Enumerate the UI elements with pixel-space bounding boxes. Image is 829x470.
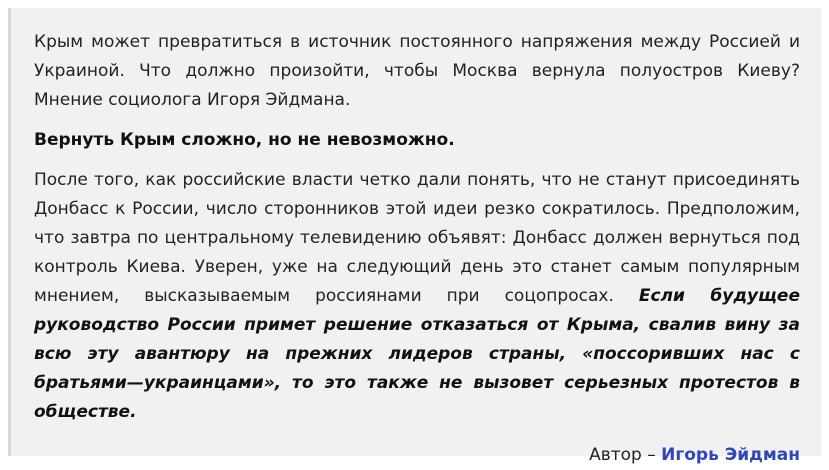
author-credit	[34, 441, 800, 470]
intro-paragraph: Крым может превратиться в источник постоянного напряжения между Россией и Украиной. Что должно произойти, чтобы Москва вернула полуостров Киеву? Мнение социолога Игоря Эйдмана.	[34, 32, 800, 110]
body-paragraph	[34, 166, 800, 427]
section-heading: Вернуть Крым сложно, но не невозможно.	[34, 130, 455, 150]
body-plain-text: После того, как российские власти четко дали понять, что не станут присоединять Донбасс к России, число сторонников этой идеи резко сократилось. Предположим, что завтра по центральному телевидению объявят: Донбасс должен вернуться под контроль Киева. Уверен, уже на следующий день это станет самым популярным мнением, высказываемым россиянами при соцопросах.	[34, 170, 800, 306]
author-prefix: Автор –	[589, 445, 662, 465]
quote-block	[8, 8, 821, 465]
body-emphasis-text: Если будущее руководство России примет решение отказаться от Крыма, свалив вину за всю эту авантюру на прежних лидеров страны, «поссоривших нас с братьями—украинцами», то это также не вызовет серьезных протестов в обществе.	[34, 286, 800, 422]
author-link[interactable]: Игорь Эйдман	[661, 445, 800, 465]
